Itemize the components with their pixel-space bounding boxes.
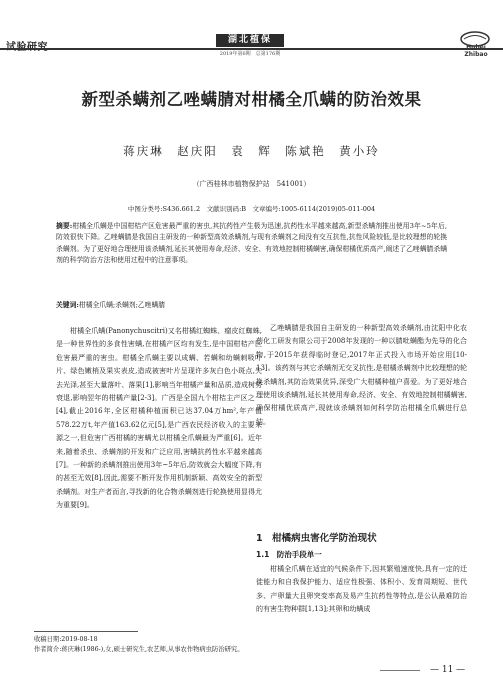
footnote-author: 作者简介:蒋庆琳(1986-),女,硕士研究生,农艺师,从事农作物病虫防治研究。 <box>34 646 244 653</box>
section-heading-1-1: 1.1 防治手段单一 <box>256 550 322 559</box>
abstract-label: 摘要: <box>56 222 73 230</box>
body-right-column: 乙唑螨腈是我国自主研发的一种新型高效杀螨剂,由沈阳中化农药化工研发有限公司于2008年发现的一种以腈吡螨酯为先导的化合物,于2015年获得临时登记,2017年正式投入市场开始应用[10-13]。该药剂与其它杀螨剂无交叉抗性,是柑橘杀螨剂中比较理想的轮换杀螨剂,其防治效果优异,深受广大柑橘种植户喜爱。为了更好地合理使用该杀螨剂,延长其使用寿命,经济、安全、有效地控制柑橘螨害,确保柑橘优质高产,现就该杀螨剂如何科学防治柑橘全爪螨进行总结。 <box>256 324 467 426</box>
column-label <box>6 38 48 53</box>
classification-line: 中图分类号:S436.661.2 文献识别码:B 文章编号:1005-6114(2019)05-011-004 <box>127 205 376 213</box>
body-right-column-2: 柑橘全爪螨在适宜的气候条件下,因其繁殖速度快,具有一定的迁徙能力和自我保护能力、适应性极强、体积小、发育周期短、世代多、产卵量大且卵突变率高及易产生抗药性等特点,是公认最难防治的有害生物种群[1,13];其卵和幼螨成 <box>256 565 467 614</box>
body-left-column: 柑橘全爪螨(Panonychuscitri)又名柑橘红蜘蛛、瘤皮红蜘蛛,是一种世界性的多食性害螨,在柑橘产区均有发生,是中国柑桔产区危害最严重的害虫。柑橘全爪螨主要以成螨、若螨和幼螨刺吸叶片、绿色嫩梢及果实表皮,造成被害叶片呈现许多灰白色小斑点,失去光泽,甚至大量落叶、落果[1],影响当年柑橘产量和品质,造成树势衰退,影响翌年的柑橘产量[2-3]。广西是全国九个柑桔主产区之一[4],截止2016年,全区柑橘种植面积已达37.04万hm²,年产值578.22万t,年产值163.62亿元[5],是广西农民经济收入的主要来源之一,但危害广西柑橘的害螨尤以柑橘全爪螨最为严重[6]。近年来,随着杀虫、杀螨剂的开发和广泛应用,害螨抗药性水平越来越高[7]。一种新的杀螨剂推出使用3年~5年后,防效就会大幅度下降,有的甚至无效[8],因此,需要不断开发作用机制新颖、高效安全的新型杀螨剂。对生产者而言,寻找新的化合物杀螨剂进行轮换使用显得尤为重要[9]。 <box>56 327 262 510</box>
section-heading-1: 1 柑橘病虫害化学防治现状 <box>256 533 377 544</box>
journal-issue: 2019年第6期 总第176期 <box>219 51 281 57</box>
keywords <box>56 299 447 309</box>
footnote-received: 收稿日期:2019-08-18 <box>34 636 98 643</box>
emblem-text: Hubei Zhibao <box>464 44 488 58</box>
page-number-rule-left <box>380 670 420 671</box>
article-title: 新型杀螨剂乙唑螨腈对柑橘全爪螨的防治效果 <box>81 90 422 109</box>
journal-logo: 湖北植保 <box>216 34 284 47</box>
keywords-label: 关键词: <box>56 301 79 309</box>
affiliation: （广西桂林市植物保护站 541001） <box>192 180 311 188</box>
footnote-rule <box>34 631 138 632</box>
keywords-text: 柑橘全爪螨;杀螨剂;乙唑螨腈 <box>78 301 166 309</box>
author-list: 蒋庆琳 赵庆阳 袁 辉 陈斌艳 黄小玲 <box>123 144 380 158</box>
page-number: — 11 — <box>430 665 466 675</box>
abstract <box>56 221 447 266</box>
abstract-text: 柑橘全爪螨是中国柑桔产区危害最严重的害虫,其抗药性产生极为迅速,抗药性水平越来越高,新型杀螨剂推出使用3年~5年后,防效很快下降。乙唑螨腈是我国自主研发的一种新型高效杀螨剂,与现有杀螨剂之间没有交互抗性,抗性风险较低,是比较理想的轮换杀螨剂。为了更好地合理使用该杀螨剂,延长其使用寿命,经济、安全、有效地控制柑橘螨害,确保柑橘优质高产,阐述了乙唑螨腈杀螨剂的科学防治方法和使用过程中的注意事项。 <box>56 222 447 264</box>
